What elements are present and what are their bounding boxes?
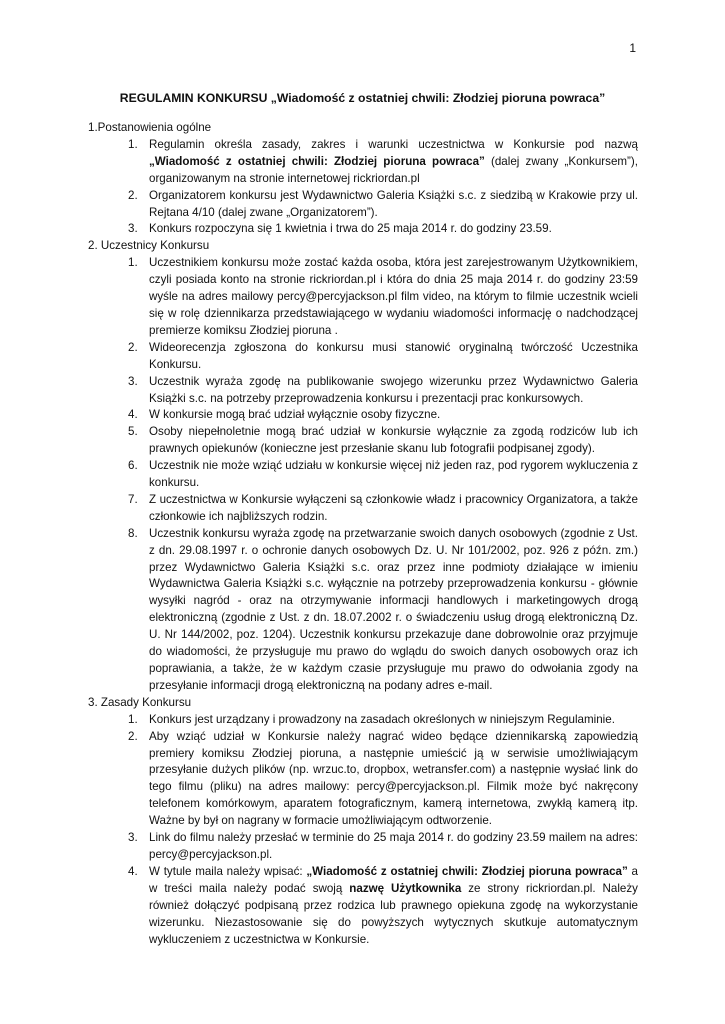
item-number: 3. <box>128 831 138 845</box>
item-text: Regulamin określa zasady, zakres i warunki uczestnictwa w Konkursie pod nazwą <box>149 137 638 151</box>
item-text: Osoby niepełnoletnie mogą brać udział w konkursie wyłącznie za zgodą rodziców lub ich prawnych opiekunów (konieczne jest przesłanie skanu lub fotografii podpisanej zgody). <box>149 425 638 456</box>
section-list <box>88 712 638 949</box>
username-emphasis: nazwę Użytkownika <box>349 881 462 895</box>
list-item <box>88 255 638 340</box>
list-item <box>88 374 638 408</box>
section-heading: 3. Zasady Konkursu <box>88 695 192 709</box>
list-item <box>88 188 638 222</box>
list-item <box>88 137 638 188</box>
item-text: Z uczestnictwa w Konkursie wyłączeni są członkowie władz i pracownicy Organizatora, a także członkowie ich najbliższych rodzin. <box>149 492 638 523</box>
item-number: 8. <box>128 526 138 540</box>
item-text: W konkursie mogą brać udział wyłącznie osoby fizyczne. <box>149 408 441 422</box>
item-text: Konkurs rozpoczyna się 1 kwietnia i trwa do 25 maja 2014 r. do godziny 23.59. <box>149 222 552 236</box>
item-text: Uczestnik wyraża zgodę na publikowanie swojego wizerunku przez Wydawnictwo Galeria Książki s.c. na potrzeby przeprowadzenia konkursu i prezentacji prac konkursowych. <box>149 374 638 405</box>
item-number: 6. <box>128 459 138 473</box>
item-text: Organizatorem konkursu jest Wydawnictwo Galeria Książki s.c. z siedzibą w Krakowie przy ul. Rejtana 4/10 (dalej zwane „Organizatorem”). <box>149 188 638 219</box>
item-number: 2. <box>128 340 138 354</box>
page-title: REGULAMIN KONKURSU „Wiadomość z ostatniej chwili: Złodziej pioruna powraca” <box>119 91 606 105</box>
item-text: W tytule maila należy wpisać: <box>149 864 307 878</box>
item-number: 1. <box>128 137 138 151</box>
list-item <box>88 492 638 526</box>
contest-name: „Wiadomość z ostatniej chwili: Złodziej pioruna powraca” <box>149 154 485 168</box>
section-heading: 1.Postanowienia ogólne <box>88 121 212 134</box>
item-text: Link do filmu należy przesłać w terminie do 25 maja 2014 r. do godziny 23.59 mailem na adres: percy@percyjackson.pl. <box>149 831 638 861</box>
item-number: 4. <box>128 864 138 878</box>
item-text: (dalej zwany „Konkursem”), organizowanym na stronie internetowej rickriordan.pl <box>149 154 638 185</box>
list-item <box>88 458 638 492</box>
list-item <box>88 526 638 695</box>
list-item <box>88 221 638 238</box>
item-text: Konkurs jest urządzany i prowadzony na zasadach określonych w niniejszym Regulaminie. <box>149 712 615 726</box>
item-text: ze strony rickriordan.pl. Należy również dołączyć podpisaną przez rodzica lub prawnego opiekuna zgodę na wykorzystanie wizerunku. Niezastosowanie się do powyższych wytycznych skutkuje automatycznym wykluczeniem z uczestnictwa w Konkursie. <box>149 881 638 946</box>
item-number: 5. <box>128 425 138 439</box>
item-number: 3. <box>128 222 138 236</box>
section-list <box>88 255 638 695</box>
list-item <box>88 340 638 374</box>
item-number: 7. <box>128 492 138 506</box>
item-number: 1. <box>128 256 138 270</box>
list-item <box>88 830 638 864</box>
item-text: Aby wziąć udział w Konkursie należy nagrać wideo będące dziennikarską zapowiedzią premiery komiksu Złodziej pioruna, a następnie umieścić ją w serwisie umożliwiającym przesyłanie dużych plików (np. wrzuc.to, dropbox, wetransfer.com) a następnie wysłać link do tego filmu (pliku) na adres mailowy: percy@percyjackson.pl. Filmik może być nakręcony telefonem komórkowym, aparatem fotograficznym, kamerą internetowa, zwykłą kamerą itp. Ważne by był on nagrany w formacie umożliwiającym odtworzenie. <box>149 729 638 828</box>
list-item <box>88 729 638 830</box>
item-text: Uczestnik konkursu wyraża zgodę na przetwarzanie swoich danych osobowych (zgodnie z Ust. z dn. 29.08.1997 r. o ochronie danych osobowych Dz. U. Nr 101/2002, poz. 926 z późn. zm.) przez Wydawnictwo Galeria Książki s.c. oraz przez inne podmioty działające w imieniu Wydawnictwa Galeria Książki s.c. wyłącznie na potrzeby przeprowadzenia konkursu - głównie wysyłki nagród - oraz na otrzymywanie informacji handlowych i marketingowych drogą elektroniczną (zgodnie z Ust. z dn. 18.07.2002 r. o świadczeniu usług drogą elektroniczną Dz. U. Nr 144/2002, poz. 1204). Uczestnik konkursu przekazuje dane dobrowolnie oraz przyjmuje do wiadomości, że przysługuje mu prawo do wglądu do swoich danych osobowych oraz ich poprawiania, a także, że w każdym czasie przysługuje mu prawo do odwołania zgody na przesyłanie informacji drogą elektroniczną na podany adres e-mail. <box>149 526 638 692</box>
page-number: 1 <box>629 41 636 55</box>
document-body <box>88 120 638 948</box>
list-item <box>88 864 638 949</box>
list-item <box>88 407 638 424</box>
section-list <box>88 137 638 238</box>
item-number: 4. <box>128 408 138 422</box>
item-text: Wideorecenzja zgłoszona do konkursu musi stanowić oryginalną twórczość Uczestnika Konkursu. <box>149 340 638 371</box>
section-heading: 2. Uczestnicy Konkursu <box>88 239 210 253</box>
item-text: Uczestnik nie może wziąć udziału w konkursie więcej niż jeden raz, pod rygorem wykluczenia z konkursu. <box>149 459 638 490</box>
item-number: 1. <box>128 712 138 726</box>
list-item <box>88 424 638 458</box>
item-number: 3. <box>128 374 138 388</box>
item-text: a w treści maila należy podać swoją <box>149 864 638 895</box>
item-text: Uczestnikiem konkursu może zostać każda osoba, która jest zarejestrowanym Użytkownikiem, czyli posiada konto na stronie rickriordan.pl i która do dnia 25 maja 2014 r. do godziny 23:59 wyśle na adres mailowy percy@percyjackson.pl film video, na którym to filmie uczestnik wcieli się w rolę dziennikarza przedstawiającego w wydaniu wiadomości informację o nadchodzącej premierze komiksu Złodziej pioruna . <box>149 256 638 337</box>
list-item <box>88 712 638 729</box>
item-number: 2. <box>128 188 138 202</box>
email-subject: „Wiadomość z ostatniej chwili: Złodziej pioruna powraca” <box>306 864 628 878</box>
item-number: 2. <box>128 729 138 743</box>
